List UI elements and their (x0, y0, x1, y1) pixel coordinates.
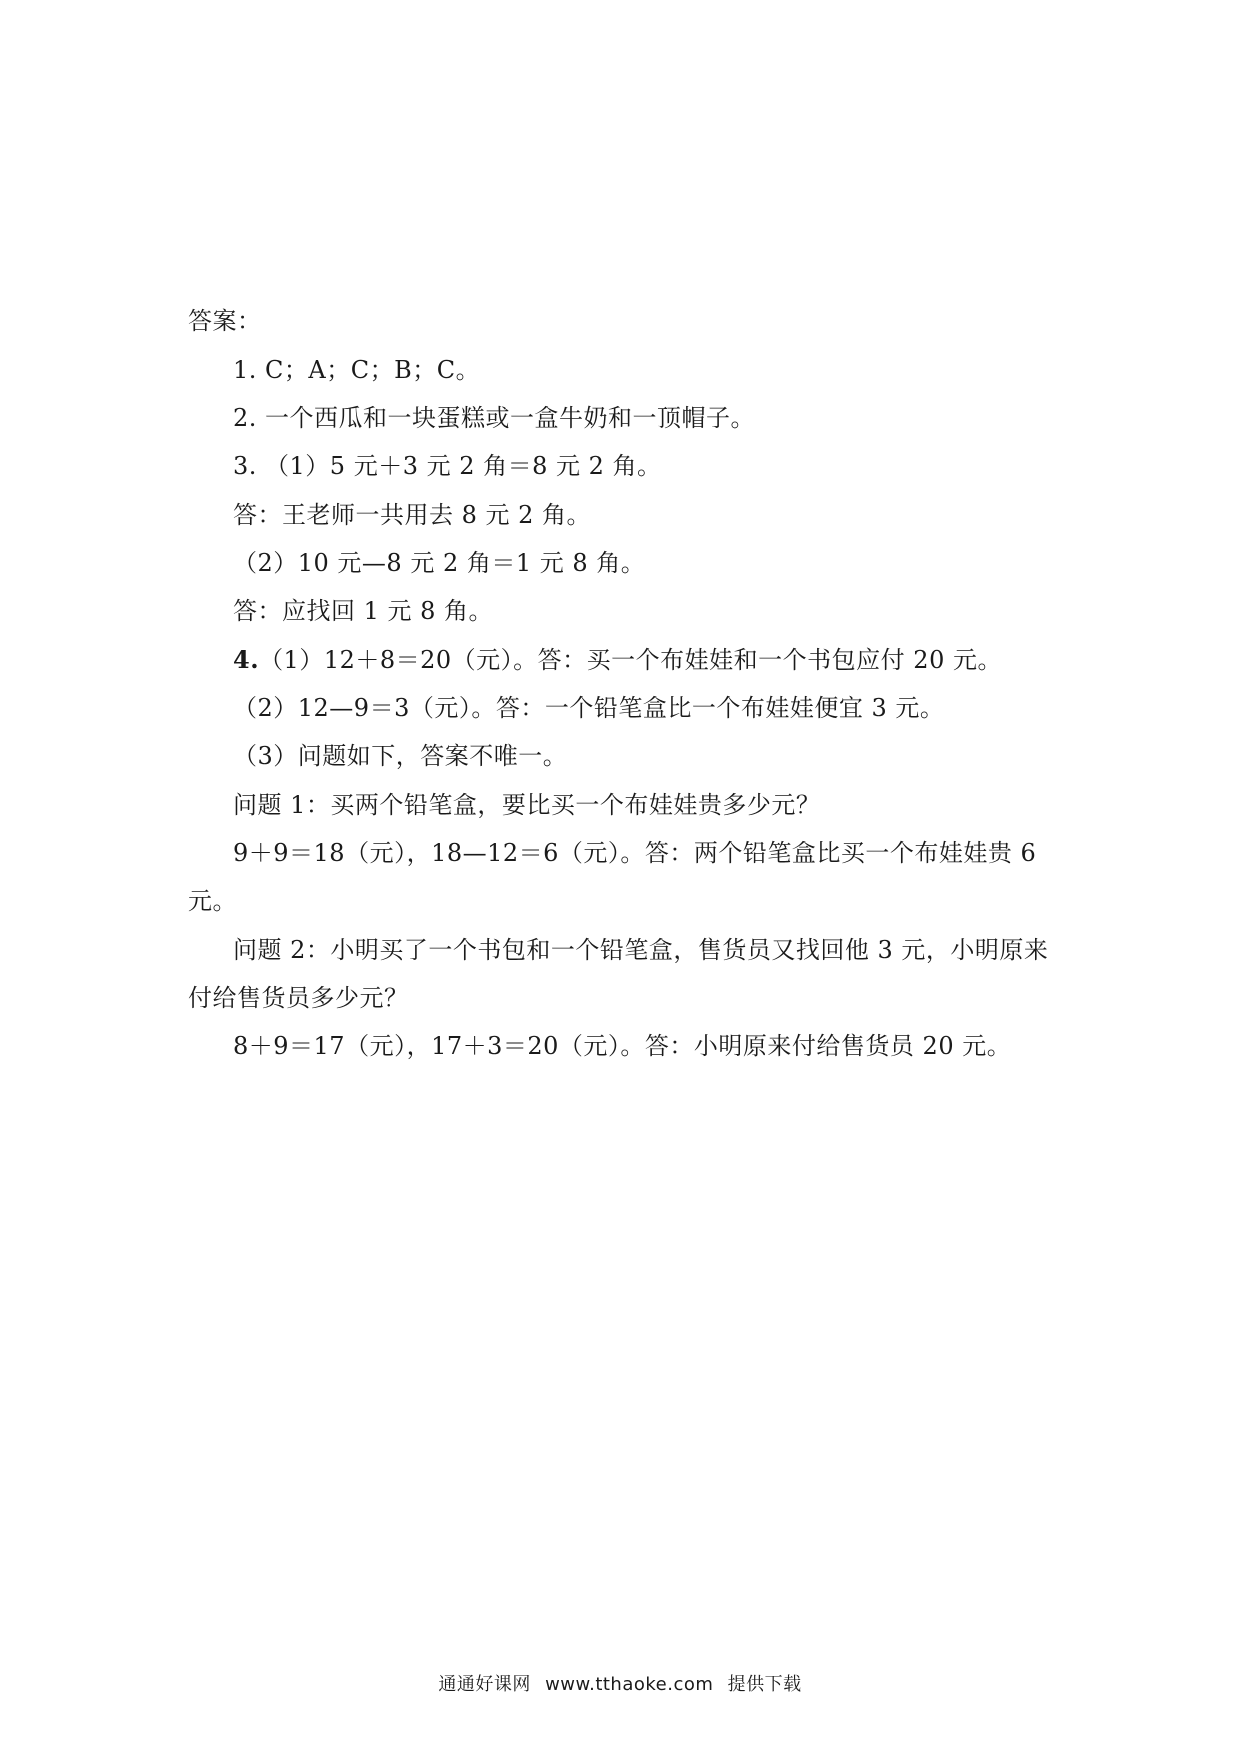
answer-line-11a: 9＋9＝18（元），18—12＝6（元）。答：两个铅笔盒比买一个布娃娃贵 6 (233, 839, 1037, 867)
answer-line-11b: 元。 (188, 887, 237, 915)
answer-line-13: 8＋9＝17（元），17＋3＝20（元）。答：小明原来付给售货员 20 元。 (233, 1032, 1012, 1060)
answer-line-4: 答：王老师一共用去 8 元 2 角。 (233, 501, 592, 529)
answer-line-10: 问题 1：买两个铅笔盒，要比买一个布娃娃贵多少元？ (233, 791, 821, 819)
answer-line-5: （2）10 元—8 元 2 角＝1 元 8 角。 (233, 549, 646, 577)
answer-line-12b: 付给售货员多少元？ (188, 984, 409, 1012)
page-footer (0, 1672, 1240, 1698)
answer-line-8: （2）12—9＝3（元）。答：一个铅笔盒比一个布娃娃便宜 3 元。 (233, 694, 945, 722)
footer-url[interactable]: www.tthaoke.com (545, 1674, 714, 1695)
footer-site-name: 通通好课网 (438, 1674, 531, 1695)
answer-line-9: （3）问题如下，答案不唯一。 (233, 742, 568, 770)
answer-line-2: 2. 一个西瓜和一块蛋糕或一盒牛奶和一顶帽子。 (233, 404, 756, 432)
answer-line-1: 1. C；A；C；B；C。 (233, 356, 481, 384)
answer-line-12a: 问题 2：小明买了一个书包和一个铅笔盒，售货员又找回他 3 元，小明原来 (233, 936, 1049, 964)
answer-line-3: 3. （1）5 元＋3 元 2 角＝8 元 2 角。 (233, 452, 662, 480)
answer-line-7 (233, 644, 1002, 676)
answer-line-6: 答：应找回 1 元 8 角。 (233, 597, 494, 625)
answer-heading: 答案： (188, 307, 262, 335)
footer-suffix: 提供下载 (727, 1674, 802, 1695)
question-4-number: 4. (233, 645, 260, 674)
answer-line-7-text: （1）12＋8＝20（元）。答：买一个布娃娃和一个书包应付 20 元。 (259, 646, 1002, 674)
